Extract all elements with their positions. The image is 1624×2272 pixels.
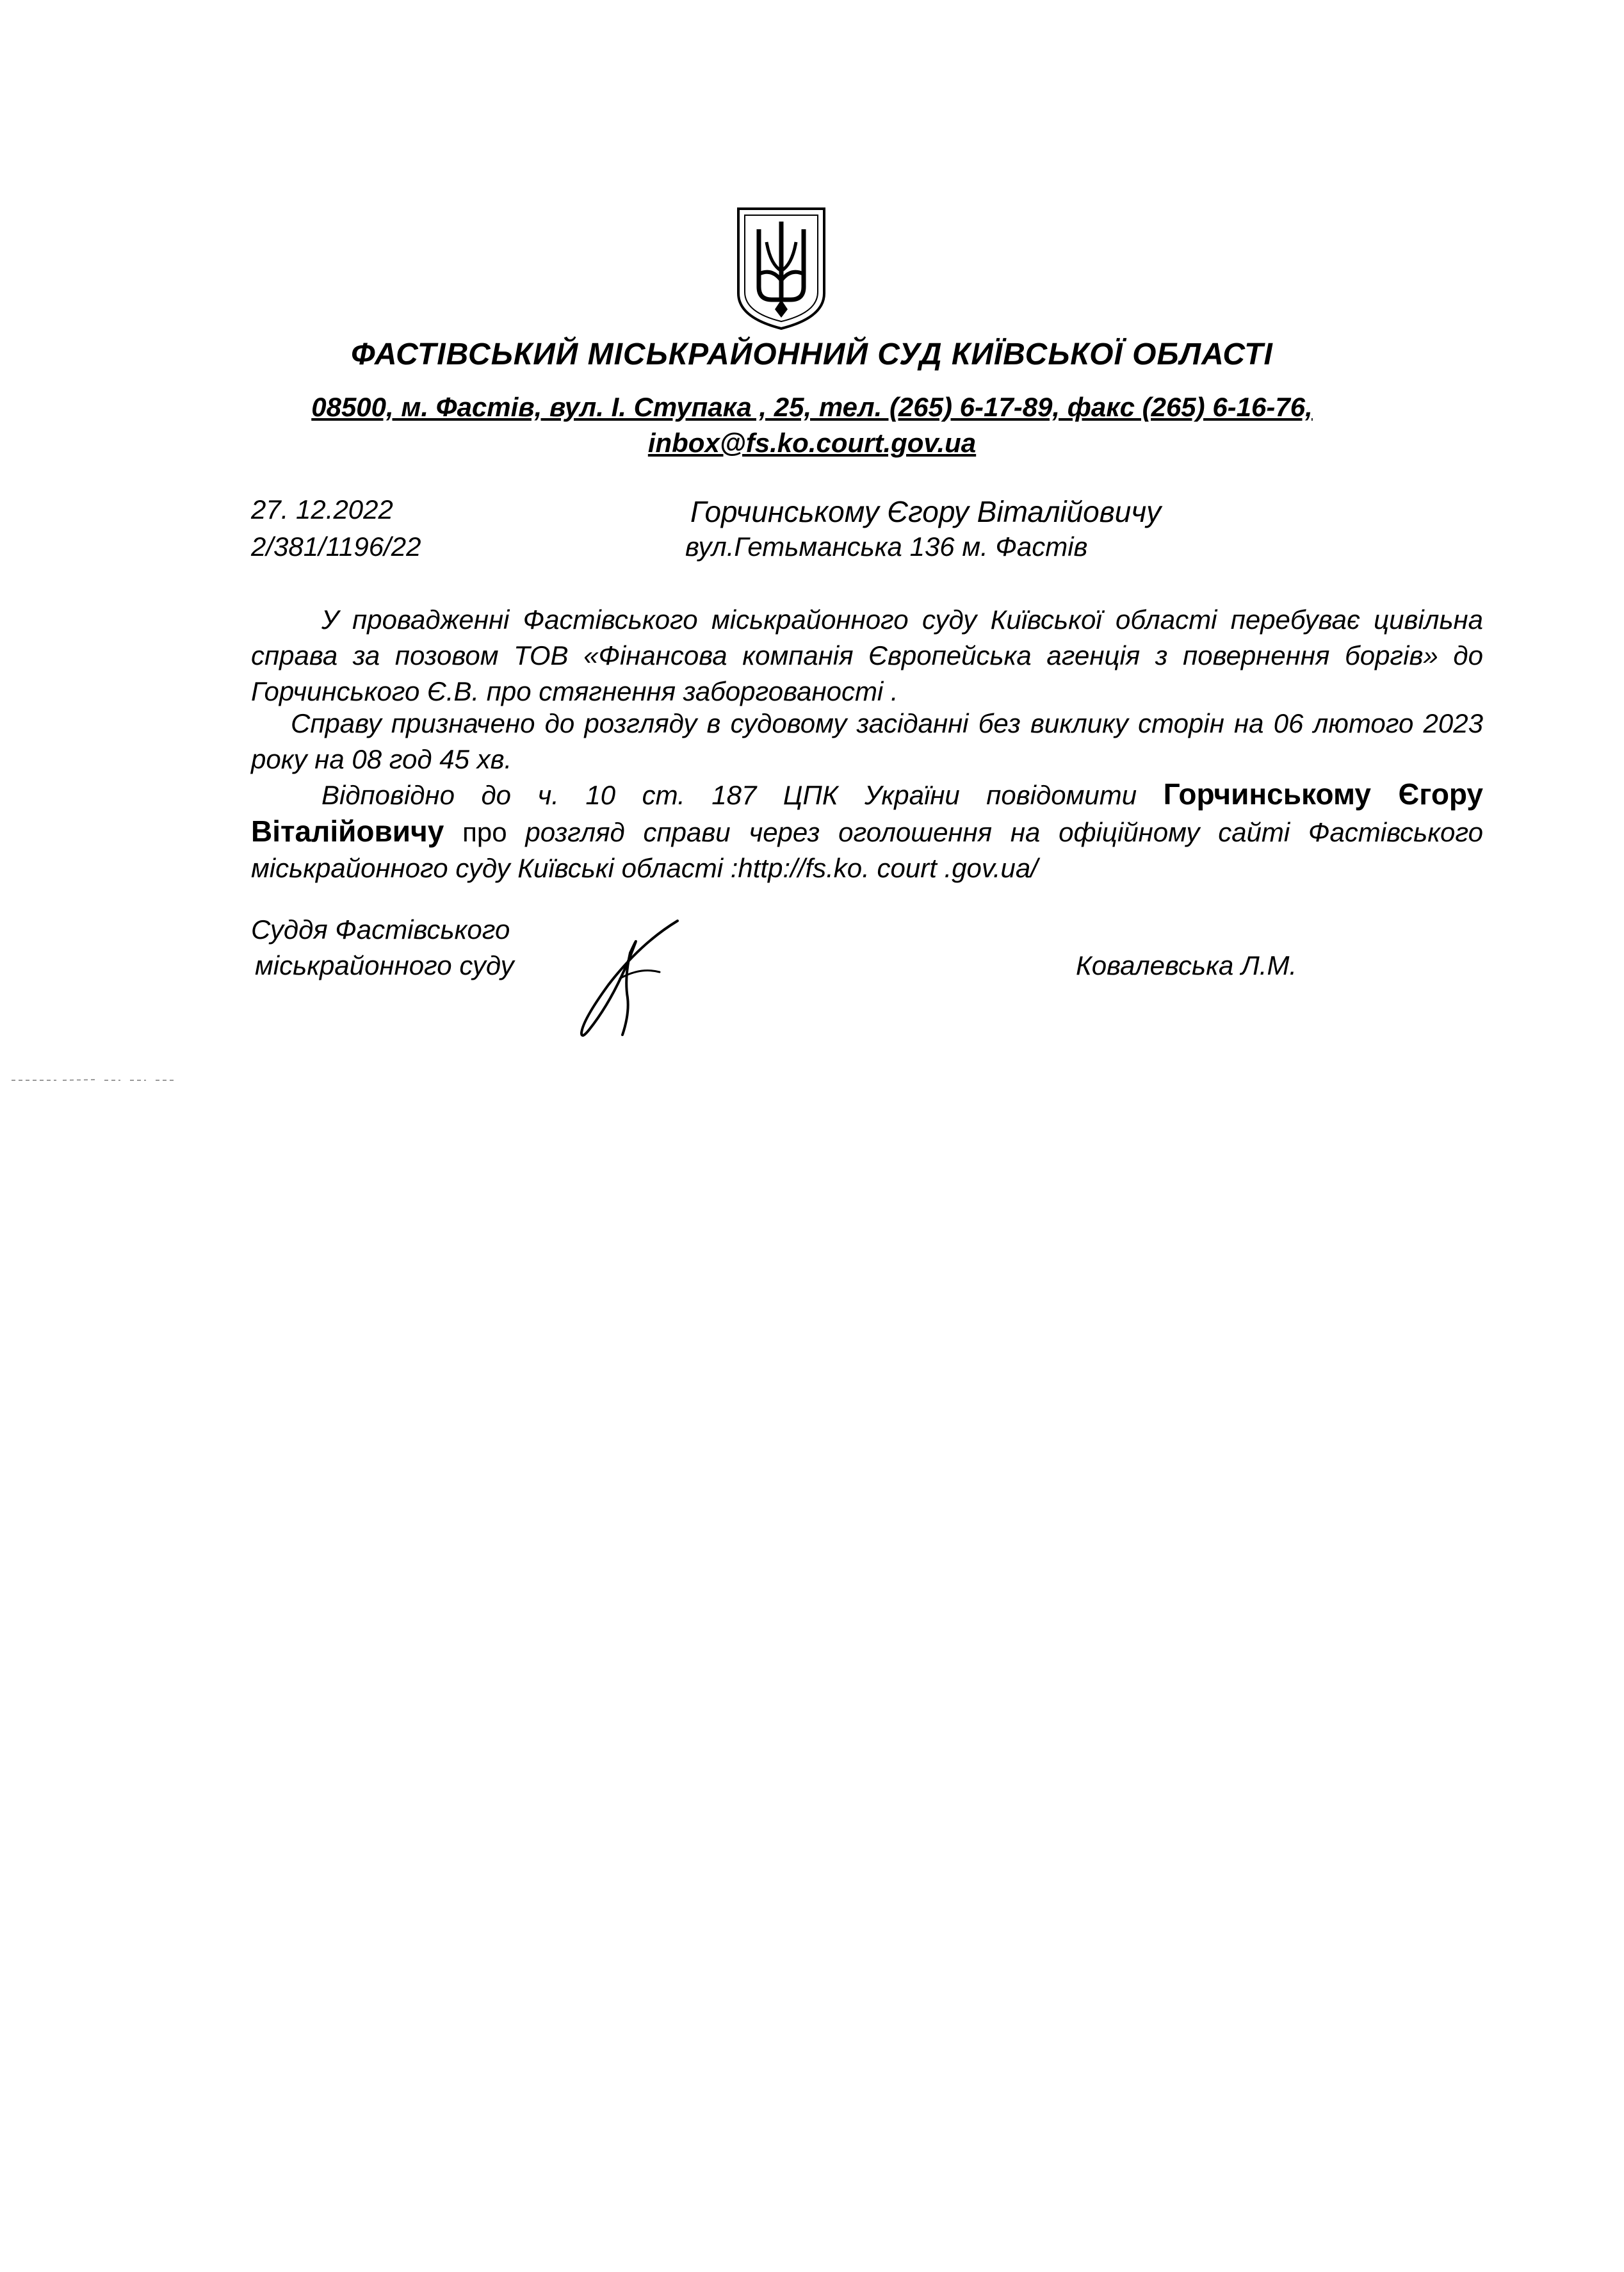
- defendant-name-bold: Горчинському Єгору Віталійовичу: [251, 777, 1483, 848]
- court-name: ФАСТІВСЬКИЙ МІСЬКРАЙОННИЙ СУД КИЇВСЬКОЇ ОБЛАСТІ: [351, 337, 1273, 371]
- paragraph-notification-end: розгляд справи через оголошення на офіційному сайті Фастівського міськрайонного суду Київські області :http://fs.ko. court .gov.ua/: [251, 817, 1483, 883]
- judge-name: Ковалевська Л.М.: [1076, 950, 1297, 980]
- signature-position-line-1: Суддя Фастівського: [251, 914, 510, 945]
- addressee-address: вул.Гетьманська 136 м. Фастів: [685, 531, 1088, 562]
- handwritten-signature: [564, 908, 704, 1043]
- letter-date: 27. 12.2022: [251, 494, 393, 524]
- trident-coat-of-arms-icon: [733, 204, 829, 332]
- paragraph-notification-mid: про: [444, 817, 507, 847]
- scan-artifact: [12, 1077, 178, 1083]
- paragraph-case-info: У провадженні Фастівського міськрайонного суду Київської області перебуває цивільна справа за позовом ТОВ «Фінансова компанія Європейська агенція з повернення боргів» до Горчинського Є.В. про стягнення заборгованості .: [251, 605, 1483, 706]
- signature-position-line-2: міськрайонного суду: [255, 950, 514, 980]
- court-address: 08500, м. Фастів, вул. І. Ступака , 25, тел. (265) 6-17-89, факс (265) 6-16-76,: [311, 392, 1313, 422]
- paragraph-hearing-date: Справу призначено до розгляду в судовому засіданні без виклику сторін на 06 лютого 2023 року на 08 год 45 хв.: [251, 708, 1483, 774]
- case-number: 2/381/1196/22: [251, 531, 421, 562]
- paragraph-notification-start: Відповідно до ч. 10 ст. 187 ЦПК України повідомити: [321, 780, 1164, 810]
- court-email: inbox@fs.ko.court.gov.ua: [647, 428, 977, 458]
- addressee-name: Горчинському Єгору Віталійовичу: [690, 495, 1162, 528]
- paragraph-notification: [251, 776, 1483, 886]
